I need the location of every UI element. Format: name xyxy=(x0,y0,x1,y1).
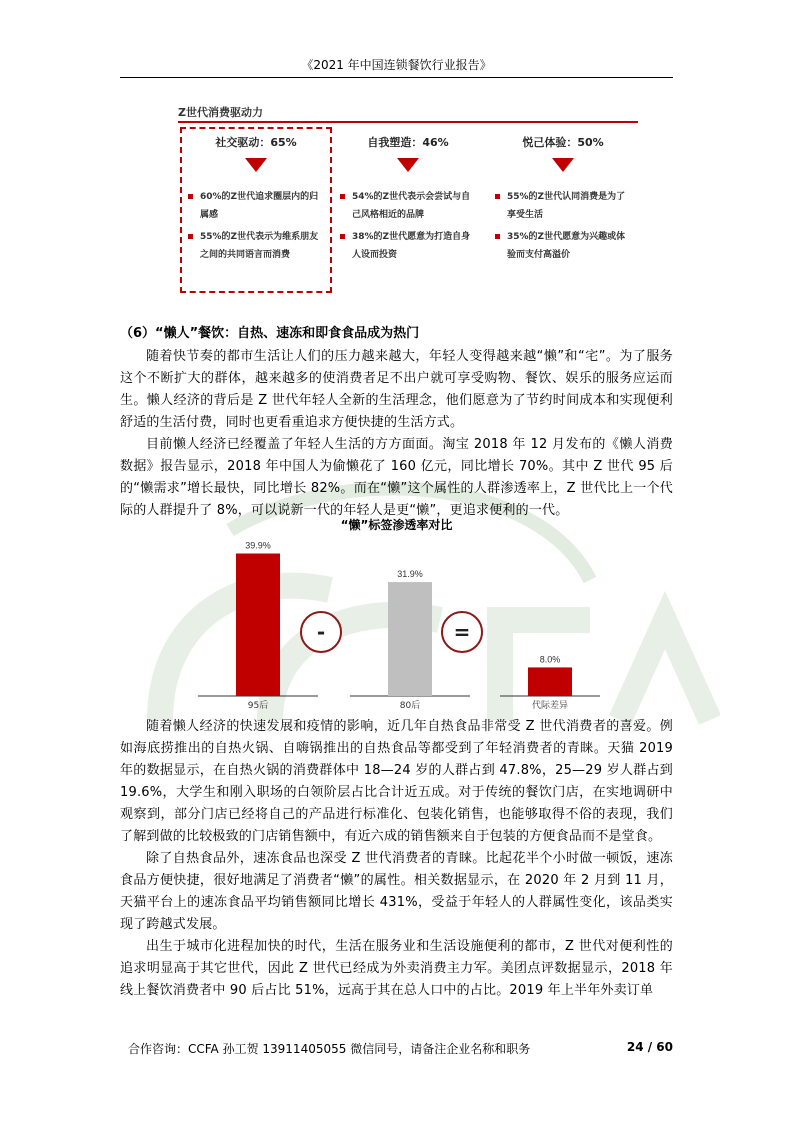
driver-column-pleasure xyxy=(493,134,633,268)
operator-symbol: - xyxy=(316,620,326,644)
driver-heading: 社交驱动：65% xyxy=(215,136,297,149)
paragraph: 随着懒人经济的快速发展和疫情的影响，近几年自热食品非常受 Z 世代消费者的喜爱。例如海底捞推出的自热火锅、自嗨锅推出的自热食品等都受到了年轻消费者的青睐。天猫 2019 年的数据显示，在自热火锅的消费群体中 18—24 岁的人群占到 47.8%，25—29 岁人群占到 19.6%，大学生和刚入职场的白领阶层占比合计近五成。对于传统的餐饮门店，在实地调研中观察到，部分门店已经将自己的产品进行标准化、包装化销售，也能够取得不俗的表现，我们了解到做的比较极致的门店销售额中，有近六成的销售额来自于包装的方便食品而不是堂食。 xyxy=(120,719,673,844)
category-label: 80后 xyxy=(399,701,421,711)
data-label: 39.9% xyxy=(245,540,271,551)
down-arrow-icon xyxy=(245,158,267,172)
down-arrow-icon xyxy=(552,158,574,172)
penetration-bar-chart xyxy=(190,532,610,712)
driver-bullet: 54%的Z世代表示会尝试与自己风格相近的品牌 xyxy=(338,188,478,224)
footer-contact: 合作咨询：CCFA 孙工贺 13911405055 微信同号，请备注企业名称和职务 xyxy=(128,1042,531,1056)
paragraph: 随着快节奏的都市生活让人们的压力越来越大，年轻人变得越来越“懒”和“宅”。为了服务这个不断扩大的群体，越来越多的使消费者足不出户就可享受购物、餐饮、娱乐的服务应运而生。懒人经济的背后是 Z 世代年轻人全新的生活理念，他们愿意为了节约时间成本和实现便利舒适的生活付费，同时也更看重追求方便快捷的生活方式。 xyxy=(120,349,673,430)
driver-bullet: 35%的Z世代愿意为兴趣或体验而支付高溢价 xyxy=(493,228,633,264)
category-label: 95后 xyxy=(247,701,269,711)
driver-bullet: 60%的Z世代追求圈层内的归属感 xyxy=(186,188,326,224)
paragraph: 除了自热食品外，速冻食品也深受 Z 世代消费者的青睐。比起花半个小时做一顿饭，速冻食品方便快捷，很好地满足了消费者“懒”的属性。相关数据显示，在 2020 年 2 月到 11 月，天猫平台上的速冻食品平均销售额同比增长 431%，受益于年轻人的人群属性变化，该品类实现了跨越式发展。 xyxy=(120,851,673,932)
figure-title: Z世代消费驱动力 xyxy=(178,106,263,119)
bar xyxy=(236,554,280,697)
body-text-bottom xyxy=(120,716,673,1002)
driver-bullet: 55%的Z世代表示为维系朋友之间的共同语言而消费 xyxy=(186,228,326,264)
data-label: 8.0% xyxy=(539,654,561,665)
page-number: 24 / 60 xyxy=(626,1040,673,1054)
category-label: 代际差异 xyxy=(531,701,569,711)
driver-bullet: 38%的Z世代愿意为打造自身人设而投资 xyxy=(338,228,478,264)
chart-title: “懒”标签渗透率对比 xyxy=(340,518,453,532)
driver-column-social xyxy=(186,134,326,268)
figure-rule xyxy=(178,121,638,123)
driver-column-self xyxy=(338,134,478,268)
driver-bullet: 55%的Z世代认同消费是为了享受生活 xyxy=(493,188,633,224)
page-header: 《2021 年中国连锁餐饮行业报告》 xyxy=(120,56,673,78)
body-text-top xyxy=(120,346,673,522)
section-heading: （6）“懒人”餐饮：自热、速冻和即食食品成为热门 xyxy=(120,326,420,341)
down-arrow-icon xyxy=(397,158,419,172)
paragraph: 出生于城市化进程加快的时代，生活在服务业和生活设施便利的都市，Z 世代对便利性的追求明显高于其它世代，因此 Z 世代已经成为外卖消费主力军。美团点评数据显示，2018 年线上餐饮消费者中 90 后占比 51%，远高于其在总人口中的占比。2019 年上半年外卖订单 xyxy=(120,939,673,998)
operator-symbol: = xyxy=(453,620,471,644)
driver-heading: 悦己体验：50% xyxy=(522,136,604,149)
driver-heading: 自我塑造：46% xyxy=(367,136,449,149)
z-generation-drivers-figure xyxy=(178,104,638,294)
data-label: 31.9% xyxy=(397,569,423,580)
bar xyxy=(388,582,432,696)
bar xyxy=(528,667,572,696)
paragraph: 目前懒人经济已经覆盖了年轻人生活的方方面面。淘宝 2018 年 12 月发布的《懒人消费数据》报告显示，2018 年中国人为偷懒花了 160 亿元，同比增长 70%。其中 Z 世代 95 后的“懒需求”增长最快，同比增长 82%。而在“懒”这个属性的人群渗透率上，Z 世代比上一个代际的人群提升了 8%，可以说新一代的年轻人是更“懒”，更追求便利的一代。 xyxy=(120,437,673,518)
